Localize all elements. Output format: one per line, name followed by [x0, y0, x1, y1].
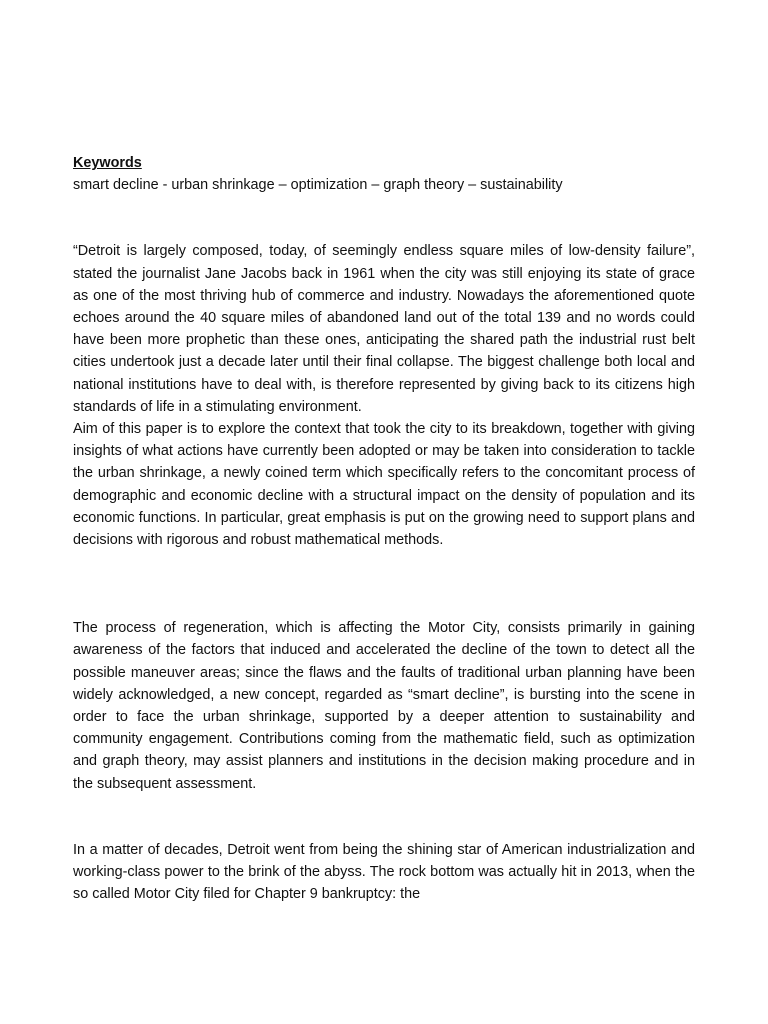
paragraph-aim: Aim of this paper is to explore the context that took the city to its breakdown, together with giving insights of what actions have currently been adopted or may be taken into consideration to tackle the urban shrinkage, a newly coined term which specifically refers to the concomitant process of demographic and economic decline with a structural impact on the density of population and its economic functions. In particular, great emphasis is put on the growing need to support plans and decisions with rigorous and robust mathematical methods. [73, 421, 695, 549]
paragraph-intro-quote: “Detroit is largely composed, today, of seemingly endless square miles of low-density failure”, stated the journalist Jane Jacobs back in 1961 when the city was still enjoying its state of grace as one of the most thriving hub of commerce and industry. Nowadays the aforementioned quote echoes around the 40 square miles of abandoned land out of the total 139 and no words could have been more prophetic than these ones, anticipating the shared path the industrial rust belt cities undertook just a decade later until their final collapse. The biggest challenge both local and national institutions have to deal with, is therefore represented by giving back to its citizens high standards of life in a stimulating environment. [73, 243, 695, 415]
paragraph-history: In a matter of decades, Detroit went from being the shining star of American industrialization and working-class power to the brink of the abyss. The rock bottom was actually hit in 2013, when the so called Motor City filed for Chapter 9 bankruptcy: the [73, 841, 695, 903]
paragraph-regeneration: The process of regeneration, which is affecting the Motor City, consists primarily in gaining awareness of the factors that induced and accelerated the decline of the town to detect all the possible maneuver areas; since the flaws and the faults of traditional urban planning have been widely acknowledged, a new concept, regarded as “smart decline”, is bursting into the scene in order to face the urban shrinkage, supported by a deeper attention to sustainability and community engagement. Contributions coming from the mathematic field, such as optimization and graph theory, may assist planners and institutions in the decision making procedure and in the subsequent assessment. [73, 620, 695, 792]
spacer [73, 795, 695, 839]
document-page [73, 152, 695, 905]
spacer [73, 551, 695, 617]
spacer [73, 196, 695, 240]
keywords-heading: Keywords [73, 155, 142, 171]
keywords-list: smart decline - urban shrinkage – optimization – graph theory – sustainability [73, 177, 563, 194]
